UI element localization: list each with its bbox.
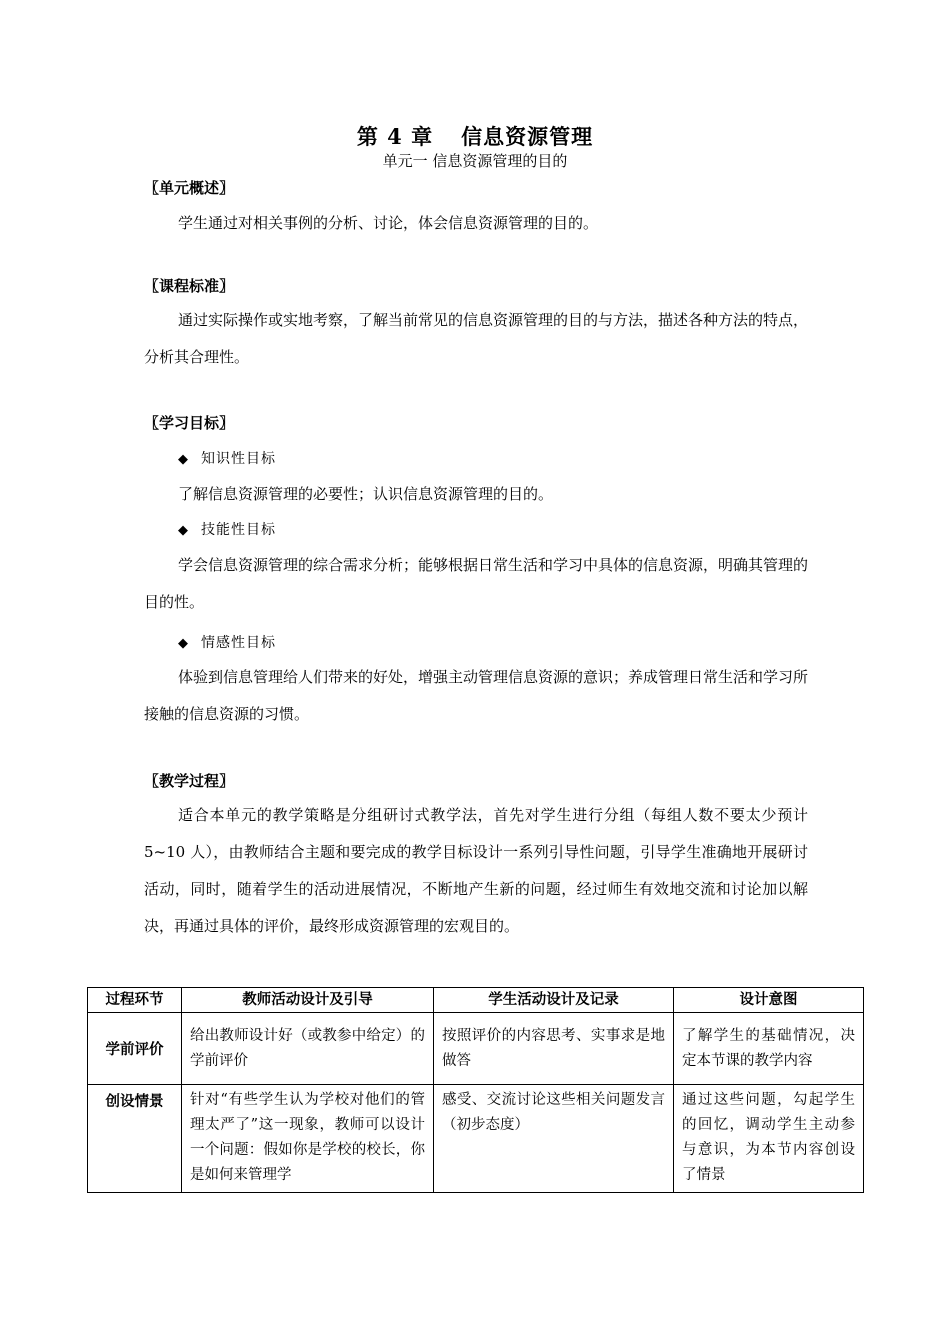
section-heading-overview: 〖单元概述〗 [144,179,235,197]
row-teacher: 给出教师设计好（或教参中给定）的学前评价 [182,1013,434,1085]
diamond-bullet-icon: ◆ [178,523,189,538]
header-stage: 过程环节 [88,988,182,1013]
unit-subtitle: 单元一 信息资源管理的目的 [382,152,568,170]
goal-emotion-label: ◆ 情感性目标 [178,635,276,651]
chapter-name: 信息资源管理 [461,124,594,149]
diamond-bullet-icon: ◆ [178,636,189,651]
overview-text: 学生通过对相关事例的分析、讨论，体会信息资源管理的目的。 [178,214,599,232]
section-heading-process: 〖教学过程〗 [144,772,235,790]
row-intent: 了解学生的基础情况，决定本节课的教学内容 [674,1013,864,1085]
table-row [88,1085,864,1193]
diamond-bullet-icon: ◆ [178,452,189,467]
chapter-number: 第 4 章 [356,124,434,149]
section-heading-standard: 〖课程标准〗 [144,277,235,295]
teaching-process-table [87,987,864,1193]
row-student: 按照评价的内容思考、实事求是地做答 [434,1013,674,1085]
header-teacher: 教师活动设计及引导 [182,988,434,1013]
row-intent: 通过这些问题，勾起学生的回忆，调动学生主动参与意识，为本节内容创设了情景 [674,1085,864,1193]
row-teacher: 针对“有些学生认为学校对他们的管理太严了”这一现象，教师可以设计一个问题：假如你是学校的校长，你是如何来管理学 [182,1085,434,1193]
row-stage: 学前评价 [88,1013,182,1085]
header-student: 学生活动设计及记录 [434,988,674,1013]
goal-knowledge-label: ◆ 知识性目标 [178,451,276,467]
row-stage: 创设情景 [88,1085,182,1193]
chapter-title [0,121,950,151]
header-intent: 设计意图 [674,988,864,1013]
process-text: 适合本单元的教学策略是分组研讨式教学法，首先对学生进行分组（每组人数不要太少预计 5~10 人），由教师结合主题和要完成的教学目标设计一系列引导性问题，引导学生准确地开展研讨活动，同时，随着学生的活动进展情况，不断地产生新的问题，经过师生有效地交流和讨论加以解决，再通过具体的评价，最终形成资源管理的宏观目的。 [144,806,808,935]
table-header-row [88,988,864,1013]
goal-skill-label: ◆ 技能性目标 [178,522,276,538]
goal-skill-text: 学会信息资源管理的综合需求分析；能够根据日常生活和学习中具体的信息资源，明确其管理的目的性。 [144,556,809,611]
goal-emotion-text: 体验到信息管理给人们带来的好处，增强主动管理信息资源的意识；养成管理日常生活和学习所接触的信息资源的习惯。 [144,668,809,723]
standard-text: 通过实际操作或实地考察，了解当前常见的信息资源管理的目的与方法，描述各种方法的特点，分析其合理性。 [144,311,809,366]
section-heading-goals: 〖学习目标〗 [144,414,235,432]
row-student: 感受、交流讨论这些相关问题发言（初步态度） [434,1085,674,1193]
table-row [88,1013,864,1085]
goal-knowledge-text: 了解信息资源管理的必要性；认识信息资源管理的目的。 [178,485,554,503]
